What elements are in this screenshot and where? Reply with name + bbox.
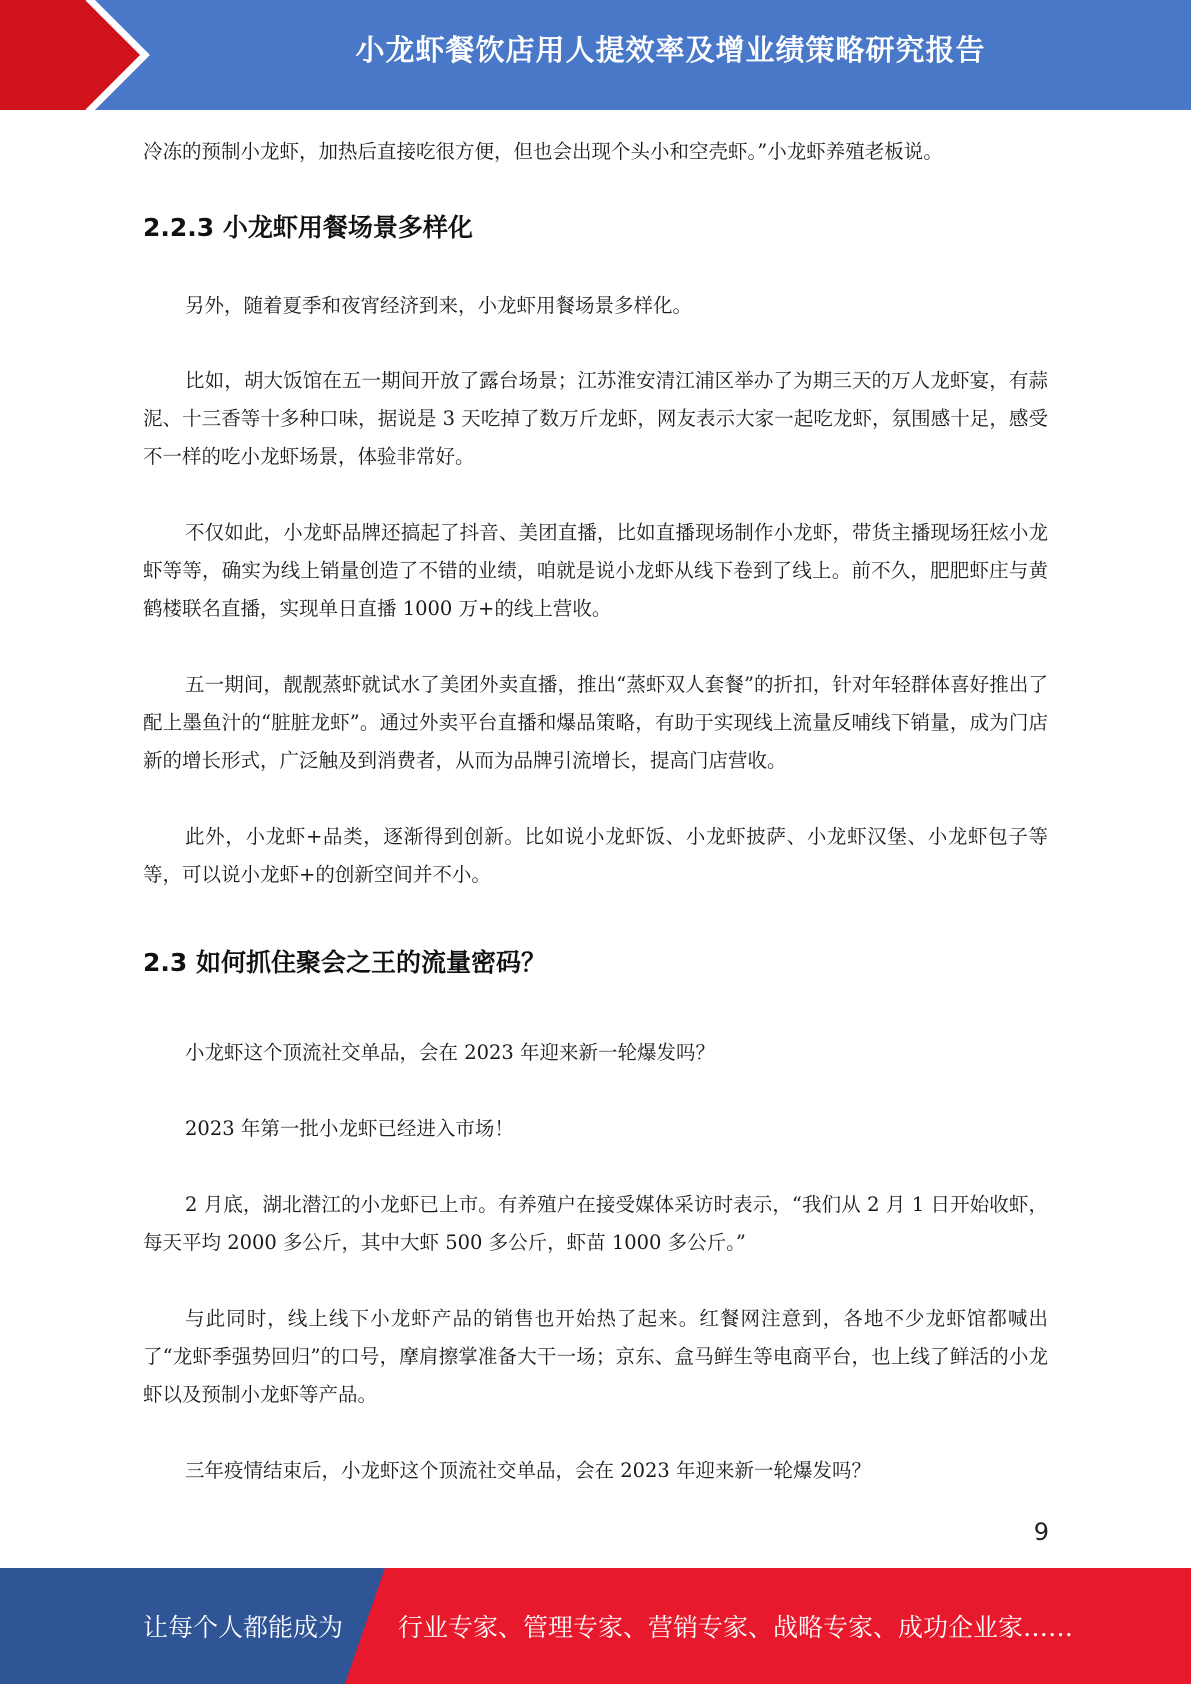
footer-slogan-left: 让每个人都能成为 (143, 1613, 344, 1642)
page-number: 9 (1033, 1518, 1049, 1546)
footer-slogan-right: 行业专家、管理专家、营销专家、战略专家、成功企业家…… (398, 1613, 1074, 1642)
paragraph: 此外，小龙虾+品类，逐渐得到创新。比如说小龙虾饭、小龙虾披萨、小龙虾汉堡、小龙虾包子等等，可以说小龙虾+的创新空间并不小。 (143, 825, 1048, 886)
page-header (0, 0, 1191, 110)
paragraph: 与此同时，线上线下小龙虾产品的销售也开始热了起来。红餐网注意到，各地不少龙虾馆都喊出了“龙虾季强势回归”的口号，摩肩擦掌准备大干一场；京东、盒马鲜生等电商平台，也上线了鲜活的小龙虾以及预制小龙虾等产品。 (143, 1307, 1048, 1406)
paragraph: 冷冻的预制小龙虾，加热后直接吃很方便，但也会出现个头小和空壳虾。”小龙虾养殖老板说。 (143, 140, 943, 163)
paragraph: 小龙虾这个顶流社交单品，会在 2023 年迎来新一轮爆发吗？ (185, 1041, 716, 1064)
report-title: 小龙虾餐饮店用人提效率及增业绩策略研究报告 (355, 33, 986, 67)
paragraph: 比如，胡大饭馆在五一期间开放了露台场景；江苏淮安清江浦区举办了为期三天的万人龙虾宴，有蒜泥、十三香等十多种口味，据说是 3 天吃掉了数万斤龙虾，网友表示大家一起吃龙虾，氛围感十足，感受不一样的吃小龙虾场景，体验非常好。 (143, 369, 1048, 468)
paragraph: 2 月底，湖北潜江的小龙虾已上市。有养殖户在接受媒体采访时表示，“我们从 2 月 1 日开始收虾，每天平均 2000 多公斤，其中大虾 500 多公斤，虾苗 1000 多公斤。” (143, 1193, 1048, 1254)
paragraph: 三年疫情结束后，小龙虾这个顶流社交单品，会在 2023 年迎来新一轮爆发吗？ (185, 1459, 872, 1482)
paragraph: 2023 年第一批小龙虾已经进入市场！ (185, 1117, 514, 1140)
section-heading-2-2-3: 2.2.3 小龙虾用餐场景多样化 (143, 213, 473, 242)
paragraph: 五一期间，靓靓蒸虾就试水了美团外卖直播，推出“蒸虾双人套餐”的折扣，针对年轻群体喜好推出了配上墨鱼汁的“脏脏龙虾”。通过外卖平台直播和爆品策略，有助于实现线上流量反哺线下销量，成为门店新的增长形式，广泛触及到消费者，从而为品牌引流增长，提高门店营收。 (143, 673, 1048, 772)
paragraph: 另外，随着夏季和夜宵经济到来，小龙虾用餐场景多样化。 (185, 294, 693, 317)
paragraph: 不仅如此，小龙虾品牌还搞起了抖音、美团直播，比如直播现场制作小龙虾，带货主播现场狂炫小龙虾等等，确实为线上销量创造了不错的业绩，咱就是说小龙虾从线下卷到了线上。前不久，肥肥虾庄与黄鹤楼联名直播，实现单日直播 1000 万+的线上营收。 (143, 521, 1048, 620)
section-heading-2-3: 2.3 如何抓住聚会之王的流量密码？ (143, 948, 546, 977)
page-footer (0, 1568, 1191, 1684)
